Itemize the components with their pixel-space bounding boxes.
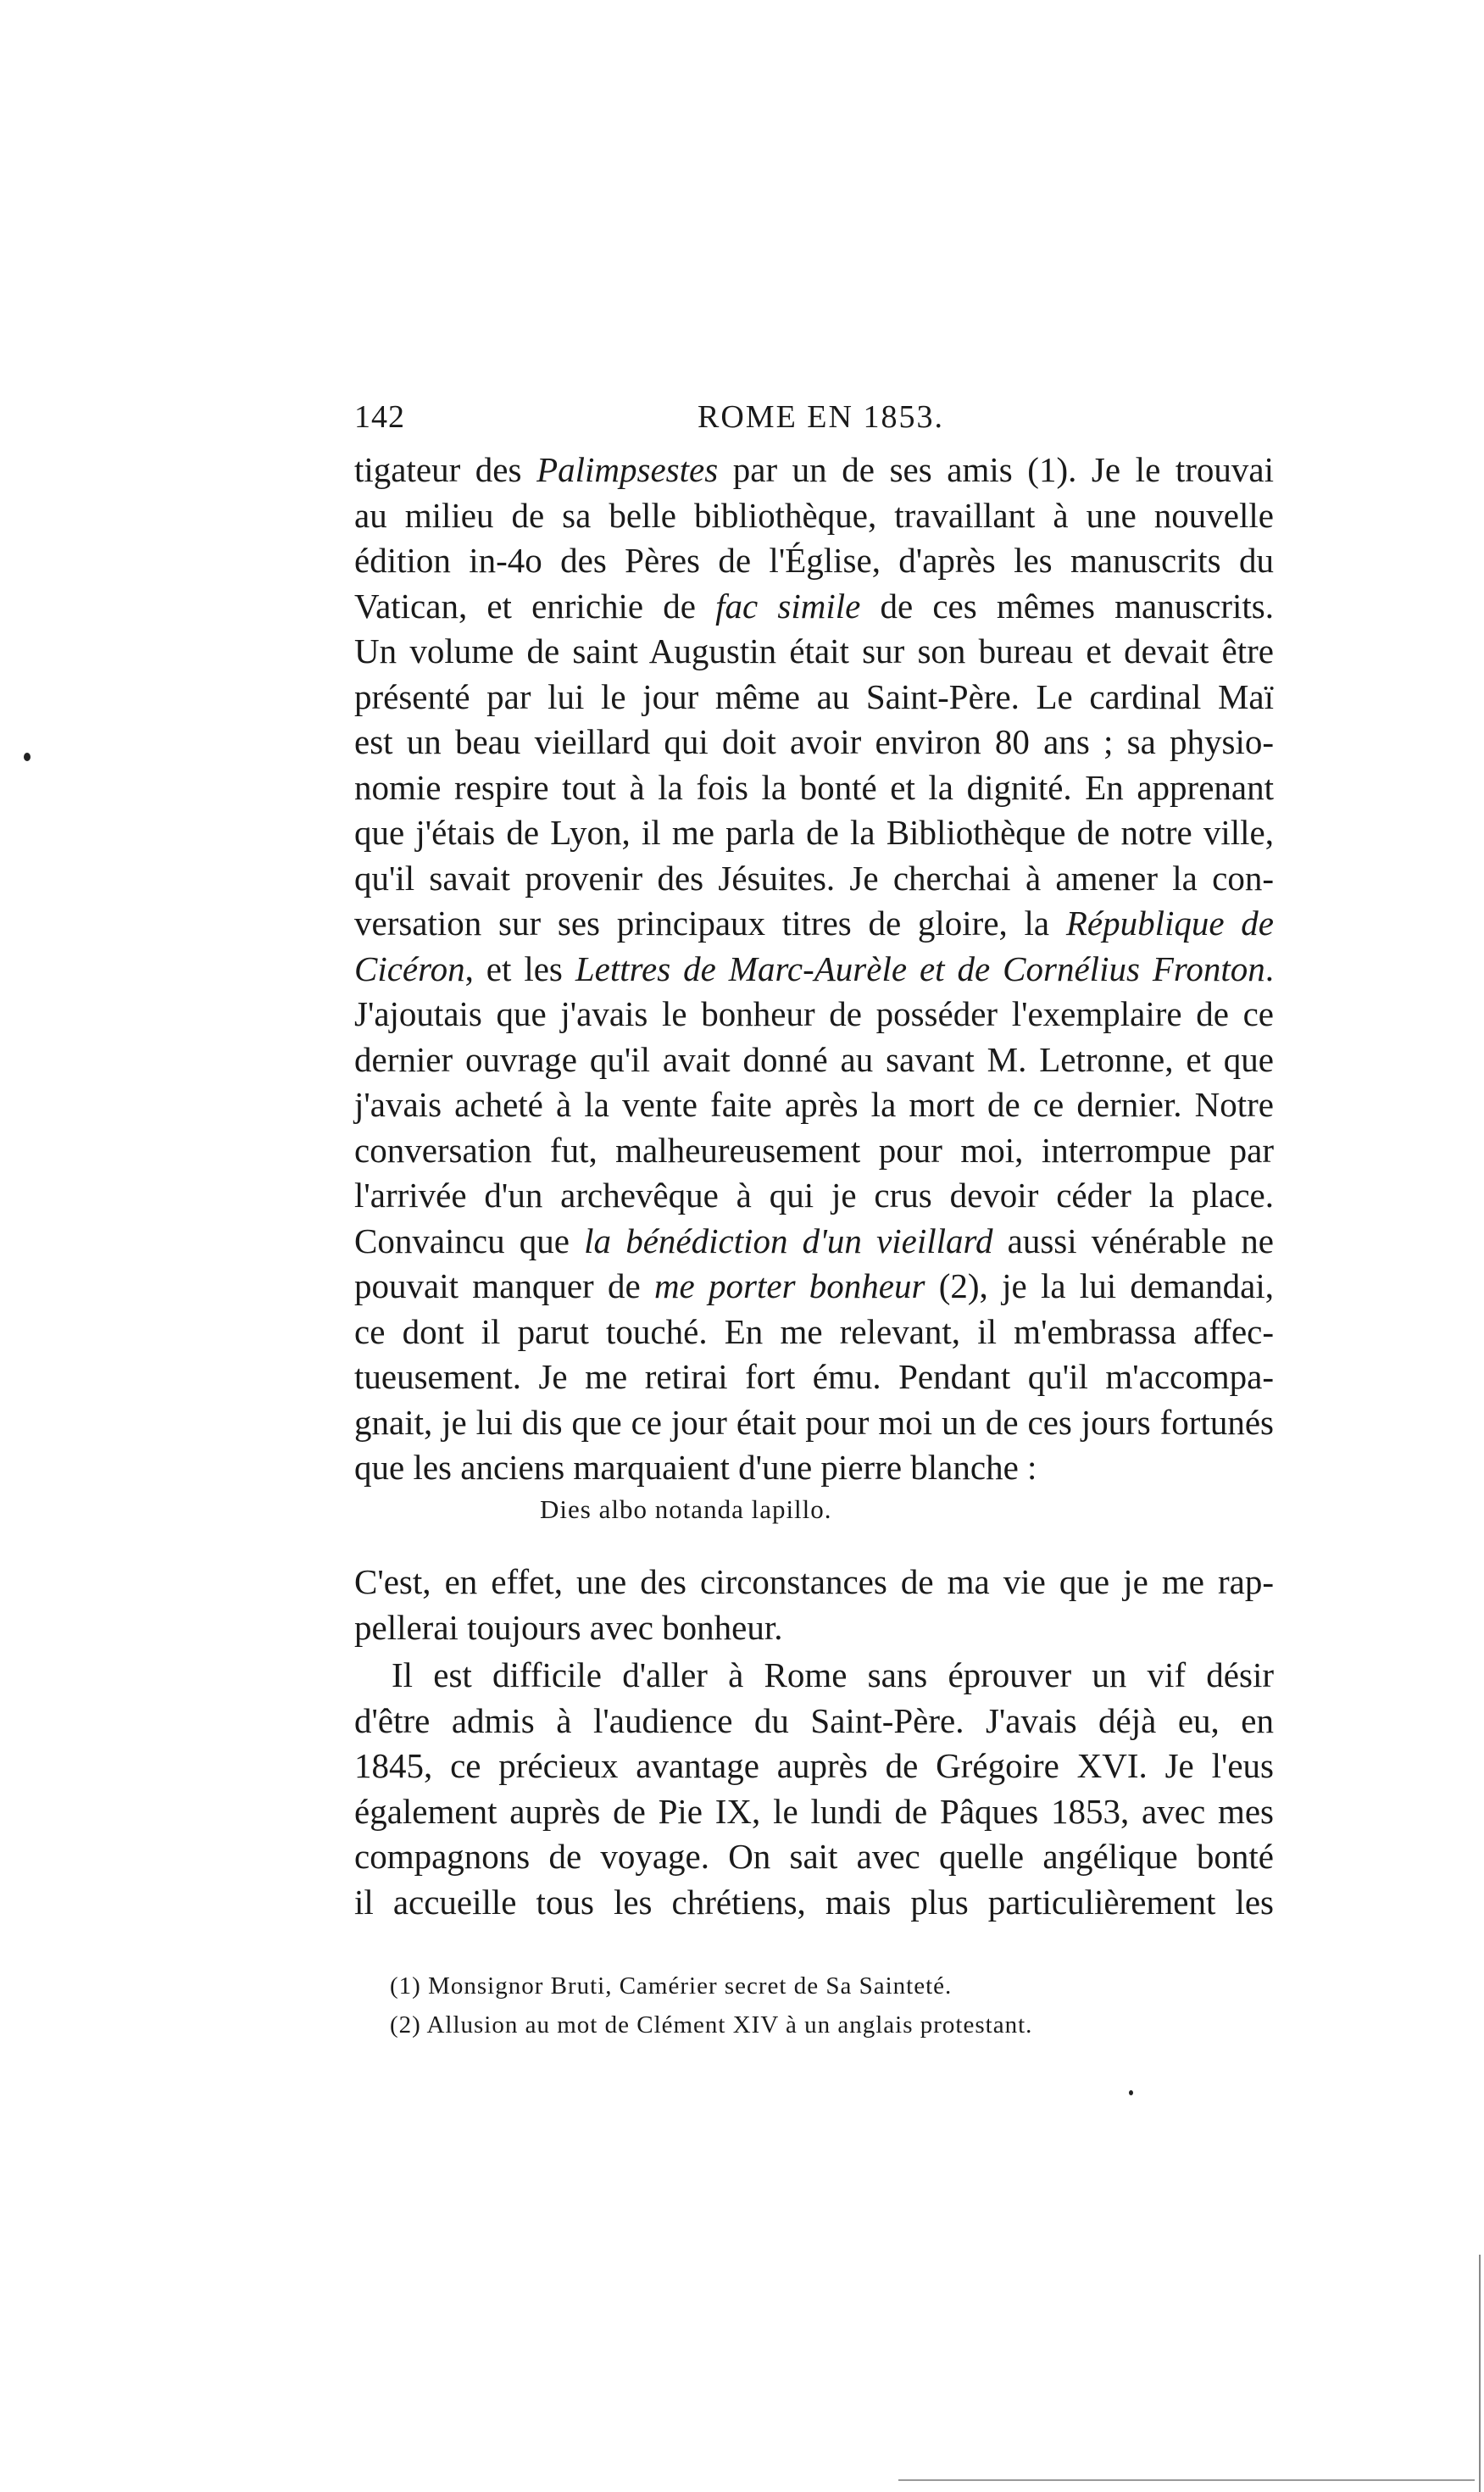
text-line: que les anciens marquaient d'une pierre blanche : — [354, 1448, 1037, 1487]
text-line: édition in-4o des Pères de l'Église, d'après les manuscrits du — [354, 541, 1274, 580]
text-line: Cicéron, et les Lettres de Marc-Aurèle et de Cornélius Fronton. — [354, 948, 1274, 988]
footnotes — [390, 1966, 1032, 2044]
ink-speck — [1129, 2090, 1133, 2095]
scan-edge-line — [1479, 2255, 1481, 2492]
page-header — [354, 392, 1274, 442]
scan-edge-line — [898, 2479, 1475, 2481]
text-line: Vatican, et enrichie de fac simile de ces mêmes manuscrits. — [354, 586, 1274, 626]
text-line: pouvait manquer de me porter bonheur (2), je la lui demandai, — [354, 1266, 1274, 1305]
text-line: Un volume de saint Augustin était sur son bureau et devait être — [354, 631, 1274, 670]
text-line: tigateur des Palimpsestes par un de ses amis (1). Je le trouvai — [354, 450, 1274, 489]
text-line: J'ajoutais que j'avais le bonheur de posséder l'exemplaire de ce — [354, 994, 1274, 1033]
running-title: ROME EN 1853. — [698, 399, 944, 435]
text-line: qu'il savait provenir des Jésuites. Je cherchai à amener la con- — [354, 858, 1274, 898]
text-line: Convaincu que la bénédiction d'un vieillard aussi vénérable ne — [354, 1221, 1274, 1260]
paragraph-3 — [354, 1653, 1274, 1925]
ink-speck — [24, 753, 31, 761]
text-line: versation sur ses principaux titres de gloire, la République de — [354, 904, 1274, 943]
text-line: l'arrivée d'un archevêque à qui je crus devoir céder la place. — [354, 1176, 1274, 1215]
text-line: est un beau vieillard qui doit avoir environ 80 ans ; sa physio- — [354, 722, 1274, 761]
text-line: Il est difficile d'aller à Rome sans éprouver un vif désir — [392, 1655, 1274, 1694]
paragraph-2 — [354, 1560, 1274, 1650]
footnote-1: (1) Monsignor Bruti, Camérier secret de Sa Sainteté. — [390, 1972, 953, 2000]
text-line: gnait, je lui dis que ce jour était pour moi un de ces jours fortunés — [354, 1402, 1274, 1442]
text-line: compagnons de voyage. On sait avec quelle angélique bonté — [354, 1837, 1274, 1876]
text-line: nomie respire tout à la fois la bonté et la dignité. En apprenant — [354, 767, 1274, 807]
text-line: C'est, en effet, une des circonstances de ma vie que je me rap- — [354, 1562, 1274, 1601]
text-line: il accueille tous les chrétiens, mais plus particulièrement les — [354, 1882, 1274, 1922]
text-line: présenté par lui le jour même au Saint-Père. Le cardinal Maï — [354, 676, 1274, 716]
text-line: dernier ouvrage qu'il avait donné au savant M. Letronne, et que — [354, 1039, 1274, 1079]
text-line: conversation fut, malheureusement pour moi, interrompue par — [354, 1130, 1274, 1170]
text-line: également auprès de Pie IX, le lundi de Pâques 1853, avec mes — [354, 1791, 1274, 1831]
text-line: d'être admis à l'audience du Saint-Père. J'avais déjà eu, en — [354, 1700, 1274, 1740]
text-line: j'avais acheté à la vente faite après la mort de ce dernier. Notre — [354, 1085, 1274, 1124]
text-line: tueusement. Je me retirai fort ému. Pendant qu'il m'accompa- — [354, 1357, 1274, 1396]
text-line: pellerai toujours avec bonheur. — [354, 1607, 783, 1647]
text-line: au milieu de sa belle bibliothèque, travaillant à une nouvelle — [354, 495, 1274, 535]
text-line: 1845, ce précieux avantage auprès de Grégoire XVI. Je l'eus — [354, 1746, 1274, 1785]
latin-quote: Dies albo notanda lapillo. — [540, 1494, 832, 1524]
footnote-2: (2) Allusion au mot de Clément XIV à un anglais protestant. — [390, 2011, 1033, 2039]
paragraph-1 — [354, 448, 1274, 1491]
text-line: ce dont il parut touché. En me relevant, il m'embrassa affec- — [354, 1311, 1274, 1351]
page-number: 142 — [354, 399, 405, 435]
text-line: que j'étais de Lyon, il me parla de la Bibliothèque de notre ville, — [354, 813, 1274, 852]
